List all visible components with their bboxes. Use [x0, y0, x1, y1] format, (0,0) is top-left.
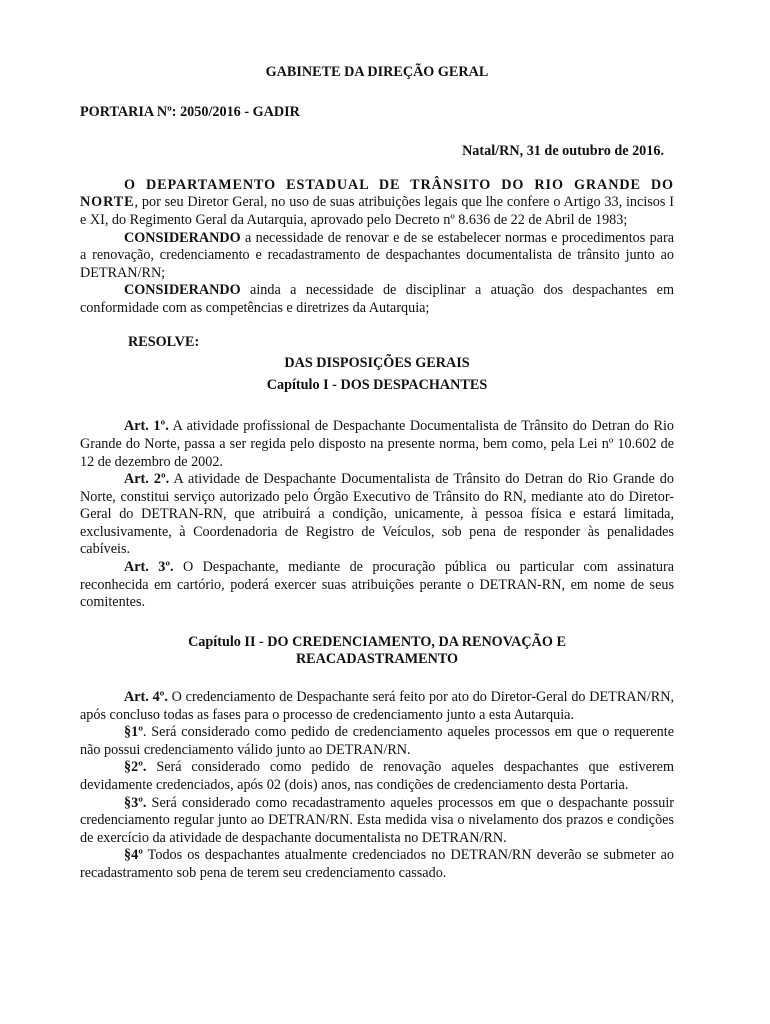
preamble-paragraph-2: [80, 230, 674, 283]
article-2-text: A atividade de Despachante Documentalista de Trânsito do Detran do Rio Grande do Norte, constitui serviço autorizado pelo Órgão Executivo de Trânsito do RN, mediante ato do Diretor-Geral do DETRAN-RN, que atribuirá a condição, unicamente, à pessoa física e estará limitada, exclusivamente, à Coordenadoria de Registro de Veículos, sob pena de responder às penalidades cabíveis.: [80, 471, 674, 558]
paragraph-3: [80, 795, 674, 848]
preamble-paragraph-1: [80, 177, 674, 230]
chapter-2-title-line-1: Capítulo II - DO CREDENCIAMENTO, DA RENOVAÇÃO E: [188, 633, 566, 650]
preamble-2-text: a necessidade de renovar e de se estabelecer normas e procedimentos para a renovação, credenciamento e recadastramento de despachantes documentalista de trânsito junto ao DETRAN/RN;: [80, 229, 674, 281]
paragraph-3-text: Será considerado como recadastramento aqueles processos em que o despachante possuir credenciamento regular junto ao DETRAN/RN. Esta medida visa o nivelamento dos prazos e condições de exercício da atividade de despachante documentalista no DETRAN/RN.: [80, 794, 674, 846]
article-2-label: Art. 2º.: [124, 471, 170, 488]
preamble-3-text: ainda a necessidade de disciplinar a atuação dos despachantes em conformidade com as competências e diretrizes da Autarquia;: [80, 282, 674, 316]
document-date: Natal/RN, 31 de outubro de 2016.: [462, 143, 664, 160]
paragraph-1: [80, 724, 674, 759]
office-heading: GABINETE DA DIREÇÃO GERAL: [265, 64, 489, 80]
paragraph-4: [80, 847, 674, 882]
article-3: [80, 559, 674, 612]
document-page: [80, 64, 674, 883]
section-title: DAS DISPOSIÇÕES GERAIS: [284, 355, 470, 372]
article-3-text: O Despachante, mediante de procuração pública ou particular com assinatura reconhecida em cartório, poderá exercer suas atribuições perante o DETRAN-RN, em nome de seus comitentes.: [80, 559, 675, 611]
paragraph-1-label: §1º: [124, 724, 143, 741]
article-3-label: Art. 3º.: [124, 559, 174, 576]
chapter-1-title: Capítulo I - DOS DESPACHANTES: [266, 376, 488, 393]
article-1-text: A atividade profissional de Despachante Documentalista de Trânsito do Detran do Rio Grande do Norte, passa a ser regida pelo disposto na presente norma, bem como, pela Lei nº 10.602 de 12 de dezembro de 2002.: [80, 418, 674, 470]
paragraph-2-text: Será considerado como pedido de renovação aqueles despachantes que estiverem devidamente credenciados, após 02 (dois) anos, nas condições de credenciamento desta Portaria.: [80, 759, 674, 793]
article-4-text: O credenciamento de Despachante será feito por ato do Diretor-Geral do DETRAN/RN, após concluso todas as fases para o processo de credenciamento junto a esta Autarquia.: [80, 689, 674, 723]
article-1-label: Art. 1º.: [124, 418, 169, 435]
preamble-2-bold: CONSIDERANDO: [124, 229, 241, 246]
preamble-1-text: , por seu Diretor Geral, no uso de suas atribuições legais que lhe confere o Artigo 33, incisos I e XI, do Regimento Geral da Autarquia, aprovado pelo Decreto nº 8.636 de 22 de Abril de 1983;: [80, 194, 674, 228]
preamble-3-bold: CONSIDERANDO: [124, 282, 241, 299]
article-4: [80, 689, 674, 724]
paragraph-2: [80, 759, 674, 794]
article-4-label: Art. 4º.: [124, 689, 168, 706]
resolve-heading: RESOLVE:: [128, 333, 200, 350]
paragraph-4-label: §4º: [124, 847, 143, 864]
paragraph-4-text: Todos os despachantes atualmente credenciados no DETRAN/RN deverão se submeter ao recadastramento sob pena de terem seu credenciamento cassado.: [80, 847, 674, 881]
chapter-2-title-line-2: REACADASTRAMENTO: [295, 651, 459, 668]
paragraph-3-label: §3º.: [124, 794, 147, 811]
chapter-1-articles: [80, 418, 674, 612]
paragraph-2-label: §2º.: [124, 759, 147, 776]
article-2: [80, 471, 674, 559]
chapter-2-articles: [80, 689, 674, 883]
preamble-1-bold: O DEPARTAMENTO ESTADUAL DE TRÂNSITO DO RIO GRANDE DO NORTE: [80, 176, 674, 211]
article-1: [80, 418, 674, 471]
paragraph-1-text: . Será considerado como pedido de credenciamento aqueles processos em que o requerente não possui credenciamento válido junto ao DETRAN/RN.: [80, 724, 674, 758]
preamble-paragraph-3: [80, 282, 674, 317]
portaria-number: PORTARIA Nº: 2050/2016 - GADIR: [80, 103, 300, 120]
